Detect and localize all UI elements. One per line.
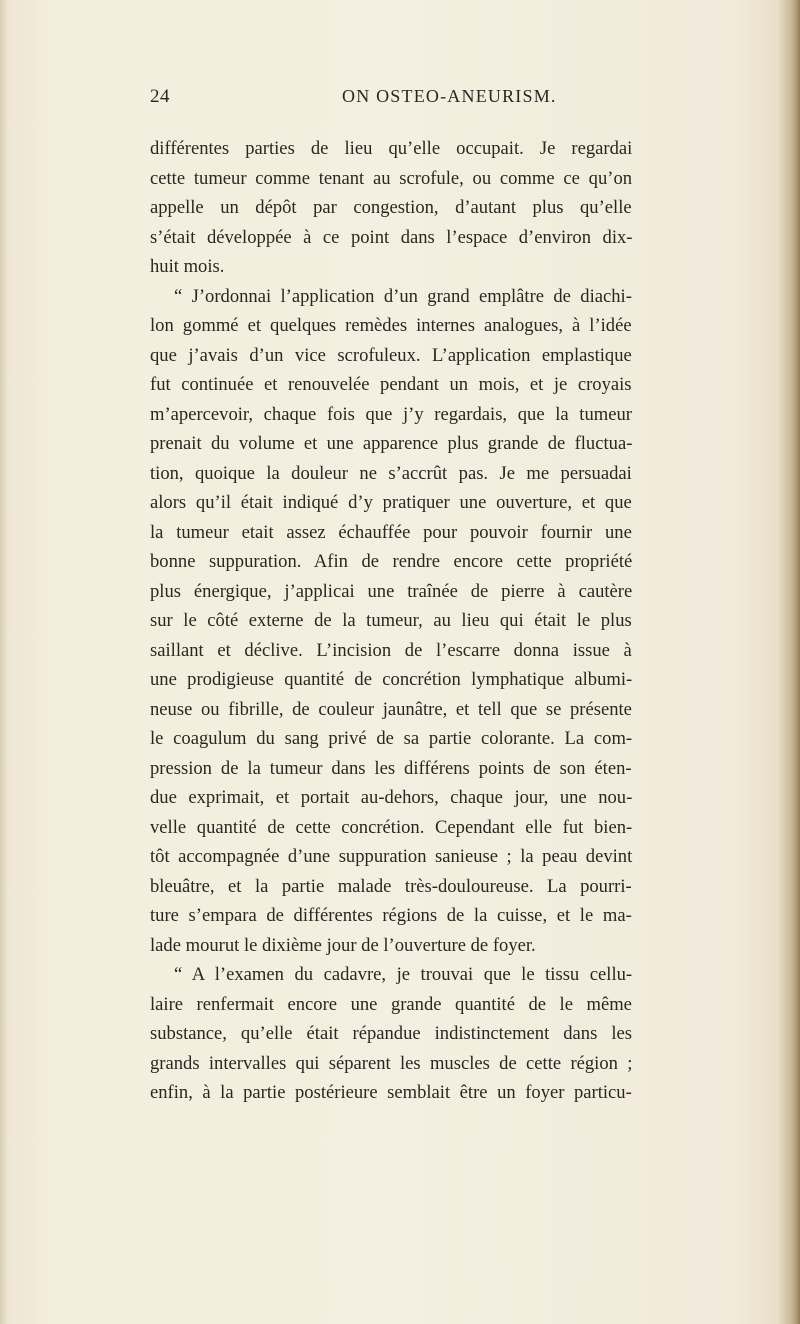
text-line: le coagulum du sang privé de sa partie colorante. La com-	[150, 728, 633, 749]
page-number: 24	[150, 86, 170, 107]
text-line: “ J’ordonnai l’application d’un grand emplâtre de diachi-	[174, 285, 632, 307]
text-line: ture s’empara de différentes régions de la cuisse, et le ma-	[150, 905, 632, 926]
text-line: cette tumeur comme tenant au scrofule, ou comme ce qu’on	[150, 167, 633, 189]
text-line: différentes parties de lieu qu’elle occupait. Je regardai	[150, 138, 633, 159]
text-line: pression de la tumeur dans les différens points de son éten-	[150, 757, 632, 779]
text-line: lon gommé et quelques remèdes internes analogues, à l’idée	[150, 315, 632, 336]
text-line: huit mois.	[150, 256, 225, 277]
text-line: la tumeur etait assez échauffée pour pouvoir fournir une	[150, 521, 632, 543]
text-line: plus énergique, j’applicai une traînée de pierre à cautère	[150, 580, 633, 602]
running-header	[150, 86, 630, 116]
text-line: s’était développée à ce point dans l’espace d’environ dix-	[150, 226, 633, 248]
text-line: lade mourut le dixième jour de l’ouverture de foyer.	[150, 934, 536, 956]
text-line: sur le côté externe de la tumeur, au lieu qui était le plus	[150, 610, 632, 631]
page-left-edge-shadow	[0, 0, 8, 1324]
text-line: due exprimait, et portait au-dehors, chaque jour, une nou-	[150, 787, 633, 808]
text-line: substance, qu’elle était répandue indistinctement dans les	[150, 1023, 632, 1044]
text-line: bonne suppuration. Afin de rendre encore cette propriété	[150, 551, 633, 572]
text-line: bleuâtre, et la partie malade très-douloureuse. La pourri-	[150, 875, 632, 897]
text-line: grands intervalles qui séparent les muscles de cette région ;	[150, 1052, 633, 1074]
text-line: alors qu’il était indiqué d’y pratiquer une ouverture, et que	[150, 492, 632, 513]
text-line: une prodigieuse quantité de concrétion lymphatique albumi-	[150, 669, 633, 690]
text-line: “ A l’examen du cadavre, je trouvai que le tissu cellu-	[174, 964, 633, 985]
text-line: prenait du volume et une apparence plus grande de fluctua-	[150, 433, 633, 454]
text-line: velle quantité de cette concrétion. Cependant elle fut bien-	[150, 816, 633, 838]
text-line: neuse ou fibrille, de couleur jaunâtre, et tell que se présente	[150, 698, 632, 720]
text-line: fut continuée et renouvelée pendant un mois, et je croyais	[150, 374, 632, 395]
body-text	[150, 134, 632, 1108]
text-line: appelle un dépôt par congestion, d’autant plus qu’elle	[150, 197, 632, 218]
text-line: saillant et déclive. L’incision de l’escarre donna issue à	[150, 639, 632, 661]
text-line: que j’avais d’un vice scrofuleux. L’application emplastique	[150, 344, 632, 366]
text-line: enfin, à la partie postérieure semblait être un foyer particu-	[150, 1082, 632, 1103]
page-gutter-shadow	[778, 0, 800, 1324]
text-line: tôt accompagnée d’une suppuration sanieuse ; la peau devint	[150, 846, 633, 867]
text-line: m’apercevoir, chaque fois que j’y regardais, que la tumeur	[150, 403, 632, 425]
text-line: tion, quoique la douleur ne s’accrût pas. Je me persuadai	[150, 462, 632, 484]
running-title: ON OSTEO-ANEURISM.	[342, 86, 557, 106]
text-line: laire renfermait encore une grande quantité de le même	[150, 993, 632, 1015]
